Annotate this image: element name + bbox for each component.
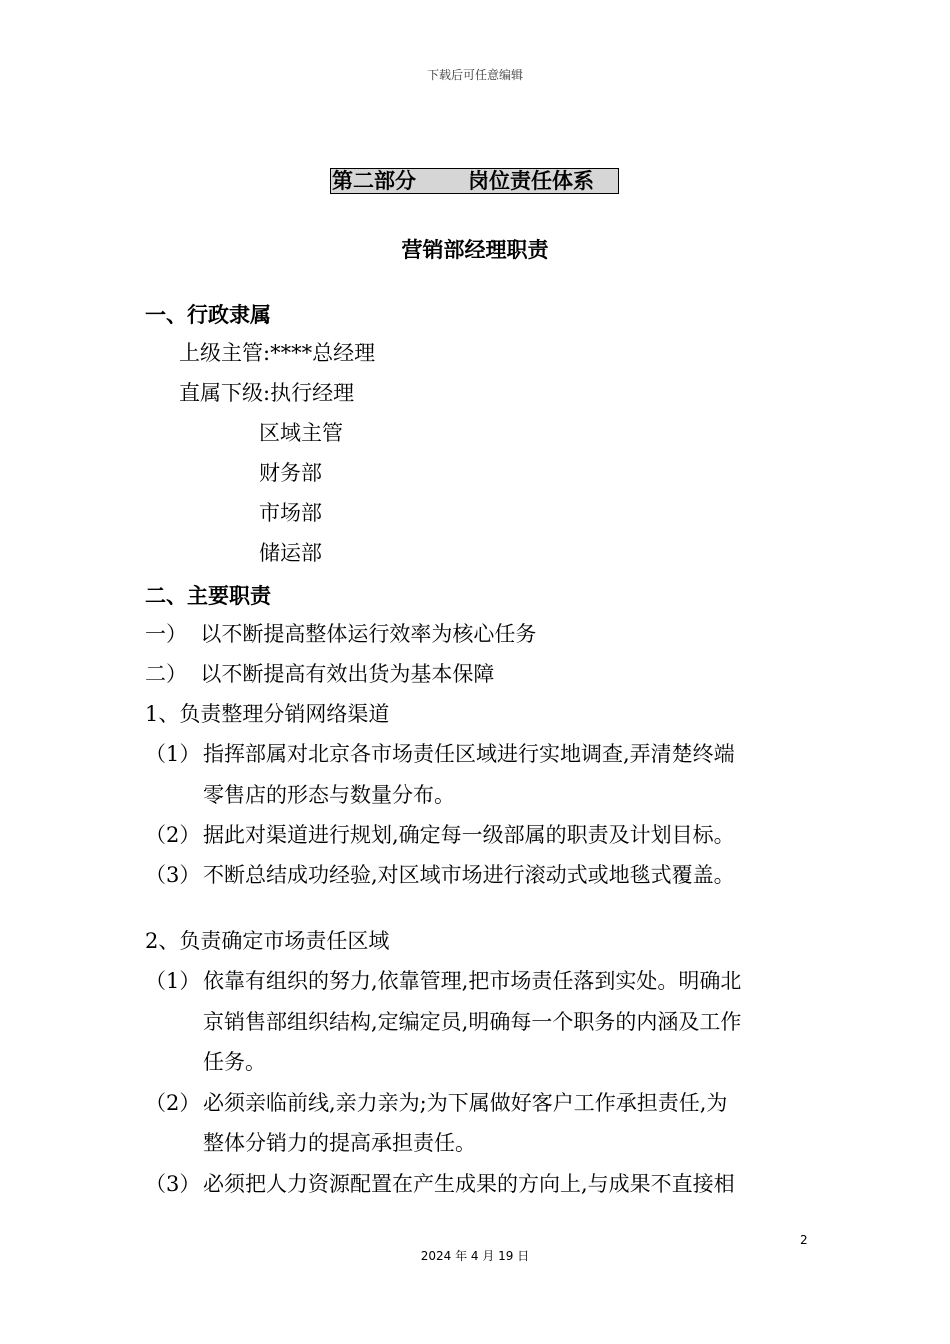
duty-1-sub-3-number: （3） xyxy=(145,863,201,887)
subordinate-item: 财务部 xyxy=(259,461,322,485)
duty-2-sub-3-number: （3） xyxy=(145,1172,201,1196)
duty-2-sub-1-line-1: 依靠有组织的努力,依靠管理,把市场责任落到实处。明确北 xyxy=(203,969,742,993)
duty-1-title: 1、负责整理分销网络渠道 xyxy=(145,702,390,726)
duty-2-sub-1-number: （1） xyxy=(145,969,201,993)
duty-2-sub-1-line-2: 京销售部组织结构,定编定员,明确每一个职务的内涵及工作 xyxy=(203,1010,742,1034)
subordinate-item: 储运部 xyxy=(259,541,322,565)
subordinate-item: 区域主管 xyxy=(259,421,343,445)
principle-2: 二） 以不断提高有效出货为基本保障 xyxy=(145,662,495,686)
page-header: 下载后可任意编辑 xyxy=(426,68,523,82)
duty-2-sub-3-line-1: 必须把人力资源配置在产生成果的方向上,与成果不直接相 xyxy=(203,1172,735,1196)
duty-1-sub-2-line-1: 据此对渠道进行规划,确定每一级部属的职责及计划目标。 xyxy=(203,823,735,847)
duty-1-sub-1-number: （1） xyxy=(145,742,201,766)
section-name-label: 岗位责任体系 xyxy=(468,169,594,193)
document-title: 营销部经理职责 xyxy=(401,238,549,262)
section-1-heading: 一、行政隶属 xyxy=(145,303,271,327)
duty-2-title: 2、负责确定市场责任区域 xyxy=(145,929,390,953)
section-title xyxy=(332,168,594,194)
duty-2-sub-2-line-1: 必须亲临前线,亲力亲为;为下属做好客户工作承担责任,为 xyxy=(203,1091,728,1115)
section-part-label: 第二部分 xyxy=(332,169,416,193)
duty-1-sub-1-line-2: 零售店的形态与数量分布。 xyxy=(203,783,455,807)
duty-1-sub-2-number: （2） xyxy=(145,823,201,847)
superior-line: 上级主管:****总经理 xyxy=(179,341,376,365)
duty-2-sub-1-line-3: 任务。 xyxy=(203,1050,266,1074)
duty-2-sub-2-line-2: 整体分销力的提高承担责任。 xyxy=(203,1131,476,1155)
principle-1: 一） 以不断提高整体运行效率为核心任务 xyxy=(145,622,537,646)
footer-date: 2024 年 4 月 19 日 xyxy=(420,1249,530,1263)
duty-2-sub-2-number: （2） xyxy=(145,1091,201,1115)
subordinate-item: 市场部 xyxy=(259,501,322,525)
page-number: 2 xyxy=(800,1233,808,1247)
duty-1-sub-3-line-1: 不断总结成功经验,对区域市场进行滚动式或地毯式覆盖。 xyxy=(203,863,735,887)
subordinates-line: 直属下级:执行经理 xyxy=(179,381,355,405)
section-2-heading: 二、主要职责 xyxy=(145,584,271,608)
duty-1-sub-1-line-1: 指挥部属对北京各市场责任区域进行实地调查,弄清楚终端 xyxy=(203,742,735,766)
